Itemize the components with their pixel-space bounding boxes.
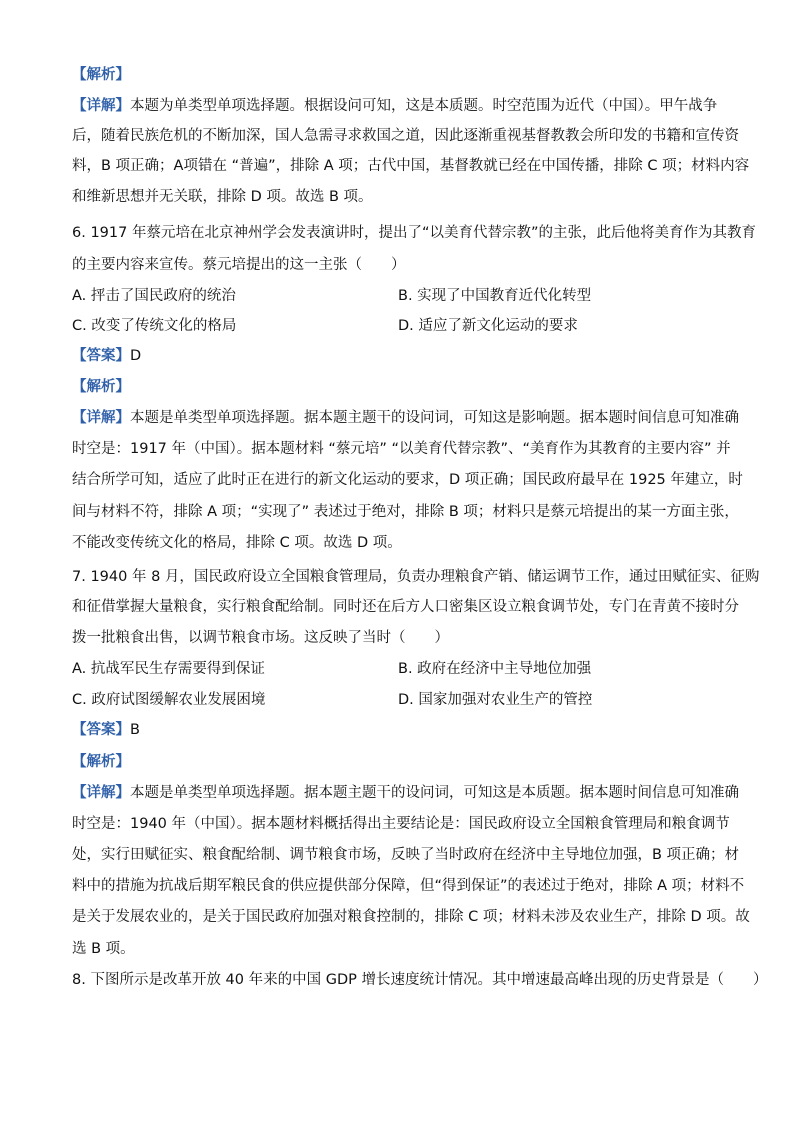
option-d: D. 适应了新文化运动的要求	[398, 318, 578, 334]
text-line: 和维新思想并无关联，排除 D 项。故选 B 项。	[72, 189, 373, 205]
text-line: 料中的措施为抗战后期军粮民食的供应提供部分保障，但“得到保证”的表述过于绝对，排除 A 项；材料不	[72, 878, 745, 894]
question-stem: 拨一批粮食出售，以调节粮食市场。这反映了当时（ ）	[72, 630, 449, 646]
detail-line	[72, 783, 739, 803]
text-line: 时空是：1917 年（中国）。据本题材料 “蔡元培” “以美育代替宗教”、“美育作为其教育的主要内容” 并	[72, 441, 731, 457]
option-d: D. 国家加强对农业生产的管控	[398, 692, 593, 708]
question-stem: 7. 1940 年 8 月，国民政府设立全国粮食管理局，负责办理粮食产销、储运调节工作，通过田赋征实、征购	[72, 569, 760, 585]
question-stem: 6. 1917 年蔡元培在北京神州学会发表演讲时，提出了“以美育代替宗教”的主张，此后他将美育作为其教育	[72, 225, 756, 241]
text-line: 是关于发展农业的，是关于国民政府加强对粮食控制的，排除 C 项；材料未涉及农业生产，排除 D 项。故	[72, 909, 750, 925]
option-b: B. 政府在经济中主导地位加强	[398, 661, 592, 677]
answer-line	[72, 720, 140, 740]
detail-label: 【详解】	[72, 410, 130, 426]
text-line: 不能改变传统文化的格局，排除 C 项。故选 D 项。	[72, 535, 402, 551]
text-line: 本题为单类型单项选择题。根据设问可知，这是本质题。时空范围为近代（中国）。甲午战争	[130, 98, 718, 114]
analysis-label: 【解析】	[72, 379, 130, 395]
analysis-label: 【解析】	[72, 754, 130, 770]
question-stem: 和征借掌握大量粮食，实行粮食配给制。同时还在后方人口密集区设立粮食调节处，专门在青黄不接时分	[72, 599, 739, 615]
option-a: A. 抨击了国民政府的统治	[72, 288, 236, 304]
detail-label: 【详解】	[72, 98, 130, 114]
answer-line	[72, 346, 141, 366]
text-line: 料，B 项正确；A项错在 “普遍”，排除 A 项；古代中国，基督教就已经在中国传播，排除 C 项；材料内容	[72, 158, 750, 174]
option-c: C. 改变了传统文化的格局	[72, 318, 237, 334]
text-line: 间与材料不符，排除 A 项；“实现了” 表述过于绝对，排除 B 项；材料只是蔡元培提出的某一方面主张，	[72, 504, 739, 520]
text-line: 时空是：1940 年（中国）。据本题材料概括得出主要结论是：国民政府设立全国粮食管理局和粮食调节	[72, 816, 730, 832]
text-line: 选 B 项。	[72, 941, 135, 957]
option-a: A. 抗战军民生存需要得到保证	[72, 661, 265, 677]
answer-value: B	[130, 722, 140, 738]
question-stem: 8. 下图所示是改革开放 40 年来的中国 GDP 增长速度统计情况。其中增速最高峰出现的历史背景是（ ）	[72, 972, 768, 988]
detail-line	[72, 408, 739, 428]
text-line: 本题是单类型单项选择题。据本题主题干的设问词，可知这是影响题。据本题时间信息可知准确	[130, 410, 739, 426]
option-c: C. 政府试图缓解农业发展困境	[72, 692, 266, 708]
detail-line	[72, 96, 717, 116]
text-line: 后，随着民族危机的不断加深，国人急需寻求救国之道，因此逐渐重视基督教教会所印发的书籍和宣传资	[72, 128, 739, 144]
detail-label: 【详解】	[72, 785, 130, 801]
question-stem: 的主要内容来宣传。蔡元培提出的这一主张（ ）	[72, 257, 406, 273]
text-line: 本题是单类型单项选择题。据本题主题干的设问词，可知这是本质题。据本题时间信息可知准确	[130, 785, 739, 801]
answer-label: 【答案】	[72, 722, 130, 738]
analysis-label: 【解析】	[72, 67, 130, 83]
text-line: 处，实行田赋征实、粮食配给制、调节粮食市场，反映了当时政府在经济中主导地位加强，B 项正确；材	[72, 847, 740, 863]
text-line: 结合所学可知，适应了此时正在进行的新文化运动的要求，D 项正确；国民政府最早在 1925 年建立，时	[72, 472, 743, 488]
answer-label: 【答案】	[72, 348, 130, 364]
option-b: B. 实现了中国教育近代化转型	[398, 288, 592, 304]
answer-value: D	[130, 348, 142, 364]
